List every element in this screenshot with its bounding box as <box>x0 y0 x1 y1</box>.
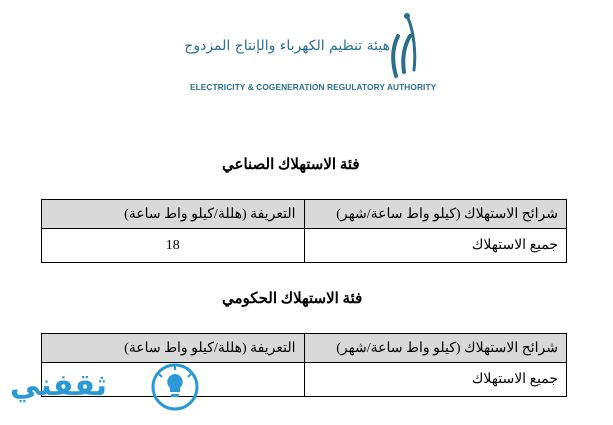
tier-value: جميع الاستهلاك <box>304 363 567 397</box>
org-name-arabic: هيئة تنظيم الكهرباء والإنتاج المزدوج <box>184 38 390 54</box>
table-row <box>42 229 567 263</box>
section-title-industrial: فئة الاستهلاك الصناعي <box>222 157 360 173</box>
tier-column-header: شرائح الاستهلاك (كيلو واط ساعة/شهر) <box>304 334 567 363</box>
lightbulb-icon <box>150 362 200 412</box>
tier-value: جميع الاستهلاك <box>304 229 567 263</box>
rate-column-header: التعريفة (هللة/كيلو واط ساعة) <box>42 200 305 229</box>
authority-logo <box>184 12 437 92</box>
watermark-text: ثقفني <box>10 368 108 403</box>
rate-value: 18 <box>42 229 305 263</box>
watermark-logo <box>10 354 206 418</box>
section-title-government: فئة الاستهلاك الحكومي <box>222 291 363 307</box>
table-header-row <box>42 200 567 229</box>
org-name-english: ELECTRICITY & COGENERATION REGULATORY AUTHORITY <box>190 82 437 92</box>
industrial-rate-table <box>41 199 567 263</box>
rate-column-header: التعريفة (هللة/كيلو واط ساعة) <box>42 334 305 363</box>
tier-column-header: شرائح الاستهلاك (كيلو واط ساعة/شهر) <box>304 200 567 229</box>
logo-mark-icon <box>390 12 420 78</box>
